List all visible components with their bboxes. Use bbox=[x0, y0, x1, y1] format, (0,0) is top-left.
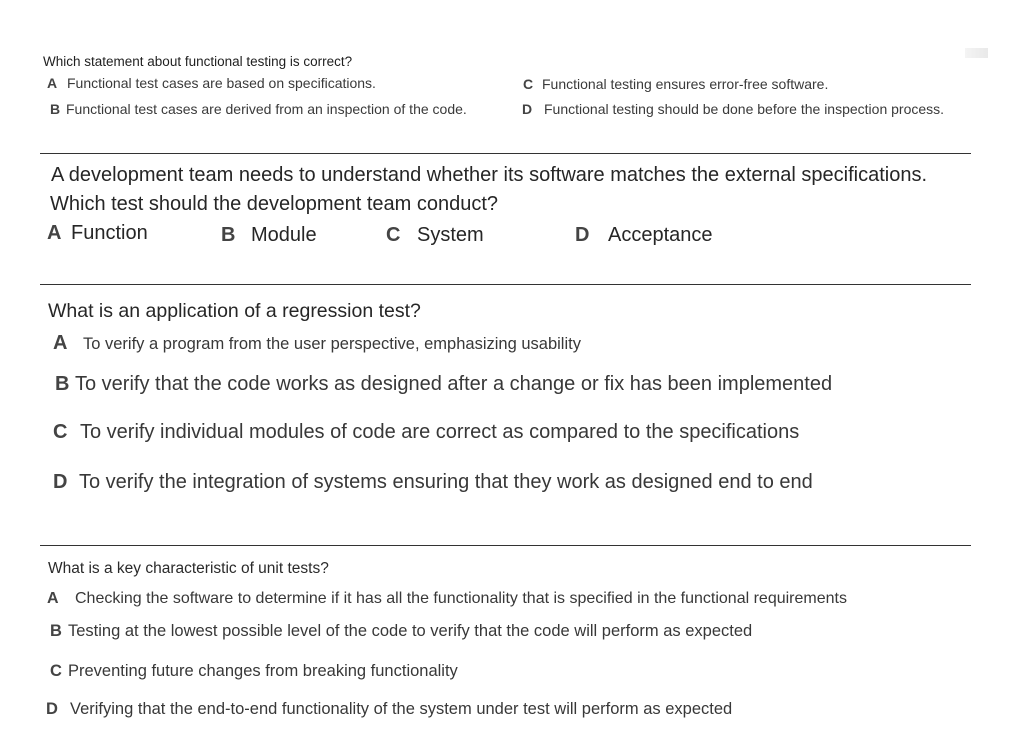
option-text: To verify individual modules of code are correct as compared to the specifications bbox=[80, 421, 800, 443]
option-text: Functional testing should be done before the inspection process. bbox=[544, 101, 945, 117]
q1-question: Which statement about functional testing is correct? bbox=[43, 54, 353, 69]
option-letter: B bbox=[55, 373, 70, 395]
option-letter: C bbox=[50, 662, 62, 680]
divider bbox=[40, 284, 971, 285]
q1-option-d[interactable] bbox=[522, 101, 944, 117]
option-letter: A bbox=[47, 222, 62, 244]
q2-option-d[interactable] bbox=[575, 224, 713, 247]
option-text: Function bbox=[71, 222, 148, 244]
option-letter: C bbox=[386, 224, 401, 246]
option-letter: D bbox=[46, 700, 58, 718]
divider bbox=[40, 545, 971, 546]
option-letter: A bbox=[47, 590, 59, 607]
option-text: To verify that the code works as designed after a change or fix has been implemented bbox=[75, 373, 833, 395]
option-letter: B bbox=[50, 622, 62, 640]
option-text: Functional testing ensures error-free software. bbox=[542, 76, 829, 92]
q2-option-b[interactable] bbox=[221, 224, 317, 247]
q2-question-line2: Which test should the development team conduct? bbox=[50, 193, 499, 215]
option-text: Checking the software to determine if it has all the functionality that is specified in the functional requirements bbox=[75, 590, 847, 607]
q1-option-c[interactable] bbox=[523, 76, 828, 92]
option-letter: D bbox=[575, 224, 590, 246]
option-text: Preventing future changes from breaking functionality bbox=[68, 662, 458, 680]
divider bbox=[40, 153, 971, 154]
option-text: To verify a program from the user perspective, emphasizing usability bbox=[83, 335, 581, 353]
option-text: Testing at the lowest possible level of the code to verify that the code will perform as expected bbox=[68, 622, 753, 640]
option-letter: A bbox=[47, 75, 58, 91]
q3-option-d[interactable] bbox=[53, 471, 813, 494]
option-text: Functional test cases are based on specifications. bbox=[67, 75, 376, 91]
option-letter: D bbox=[522, 101, 533, 117]
option-letter: D bbox=[53, 471, 68, 493]
q3-question: What is an application of a regression test? bbox=[48, 300, 421, 322]
option-text: Acceptance bbox=[608, 224, 713, 246]
corner-shade bbox=[965, 48, 988, 58]
option-text: Functional test cases are derived from an inspection of the code. bbox=[66, 101, 467, 117]
q1-option-a[interactable] bbox=[47, 75, 376, 91]
q3-option-c[interactable] bbox=[53, 421, 799, 444]
q4-question: What is a key characteristic of unit tests? bbox=[48, 560, 329, 577]
option-letter: B bbox=[221, 224, 236, 246]
q4-option-c[interactable] bbox=[50, 662, 458, 681]
q2-option-a[interactable] bbox=[47, 222, 148, 245]
option-letter: C bbox=[53, 421, 68, 443]
option-text: To verify the integration of systems ensuring that they work as designed end to end bbox=[79, 471, 813, 493]
option-letter: A bbox=[53, 332, 68, 354]
q4-option-a[interactable] bbox=[47, 590, 847, 608]
option-letter: B bbox=[50, 101, 61, 117]
option-text: System bbox=[417, 224, 484, 246]
q4-option-d[interactable] bbox=[46, 700, 732, 719]
q3-option-b[interactable] bbox=[55, 373, 832, 396]
option-text: Verifying that the end-to-end functionality of the system under test will perform as expected bbox=[70, 700, 733, 718]
q2-option-c[interactable] bbox=[386, 224, 484, 247]
q2-question-line1: A development team needs to understand whether its software matches the external specifications. bbox=[51, 164, 928, 186]
q4-option-b[interactable] bbox=[50, 622, 752, 641]
q3-option-a[interactable] bbox=[53, 332, 581, 355]
option-letter: C bbox=[523, 76, 534, 92]
q1-option-b[interactable] bbox=[50, 101, 467, 117]
option-text: Module bbox=[251, 224, 317, 246]
